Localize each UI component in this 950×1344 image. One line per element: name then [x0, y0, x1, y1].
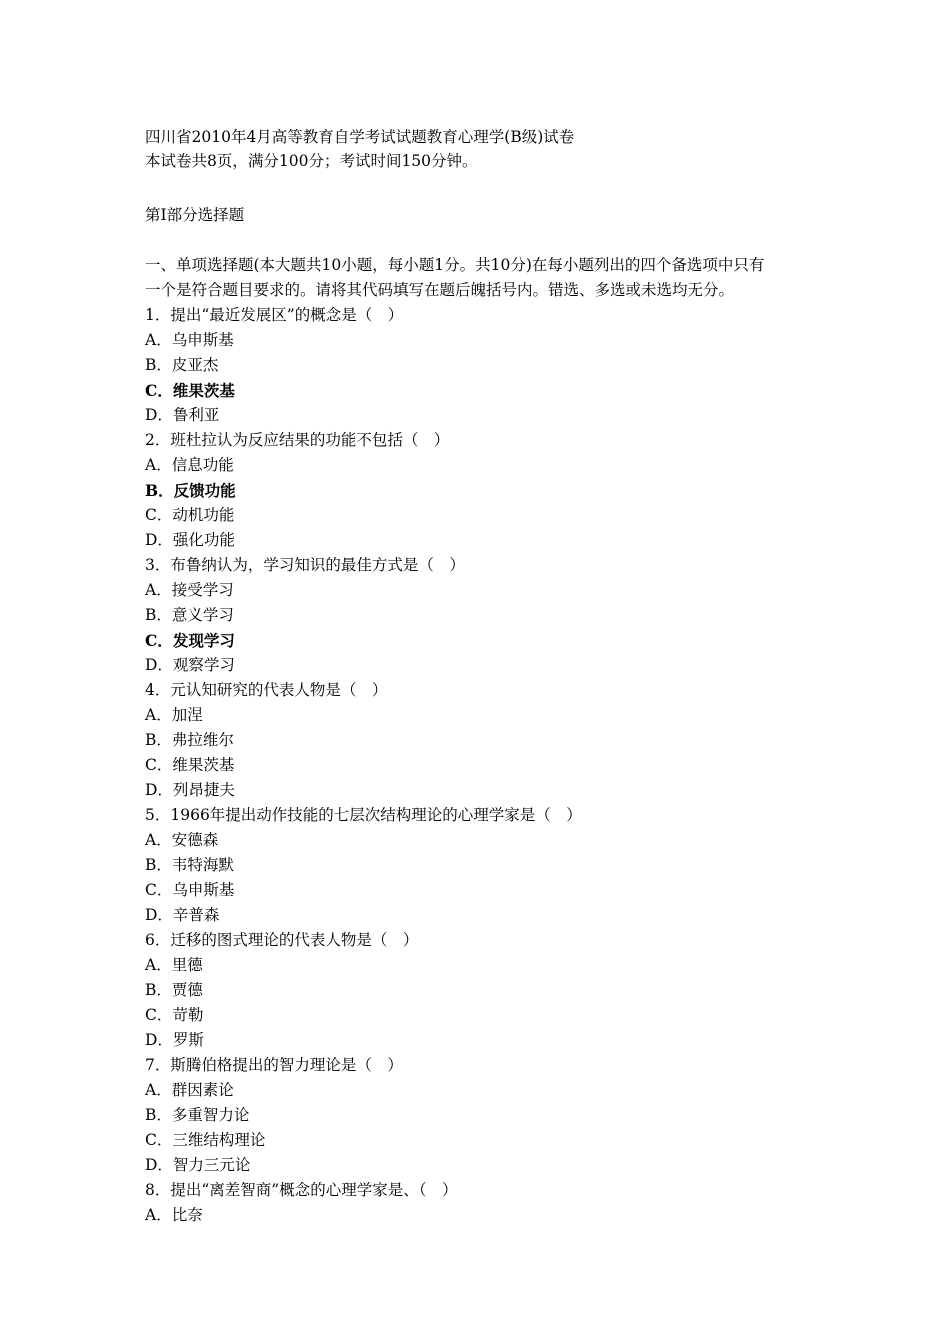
answer-option: C．苛勒 [145, 1006, 204, 1024]
part-heading: 第Ⅰ部分选择题 [145, 206, 245, 224]
section-instructions-line2: 一个是符合题目要求的。请将其代码填写在题后魄括号内。错选、多选或未选均无分。 [145, 281, 735, 299]
answer-option-correct: C．维果茨基 [145, 381, 235, 400]
answer-option: A．比奈 [145, 1206, 203, 1224]
answer-option: D．鲁利亚 [145, 406, 220, 424]
answer-option: D．罗斯 [145, 1031, 204, 1049]
question-stem: 1．提出“最近发展区”的概念是（ ） [145, 306, 404, 324]
question-stem: 3．布鲁纳认为，学习知识的最佳方式是（ ） [145, 556, 465, 574]
answer-option: D．辛普森 [145, 906, 220, 924]
question-stem: 8．提出“离差智商”概念的心理学家是、（ ） [145, 1181, 458, 1199]
answer-option: C．动机功能 [145, 506, 235, 524]
answer-option-correct: B．反馈功能 [145, 481, 236, 500]
answer-option: B．弗拉维尔 [145, 731, 234, 749]
exam-subtitle: 本试卷共8页，满分100分；考试时间150分钟。 [145, 152, 478, 170]
answer-option: B．意义学习 [145, 606, 234, 624]
answer-option-correct: C．发现学习 [145, 631, 235, 650]
answer-option: B．贾德 [145, 981, 203, 999]
answer-option: A．群因素论 [145, 1081, 234, 1099]
answer-option: D．列昂捷夫 [145, 781, 235, 799]
answer-option: C．三维结构理论 [145, 1131, 266, 1149]
question-stem: 2．班杜拉认为反应结果的功能不包括（ ） [145, 431, 450, 449]
answer-option: A．加涅 [145, 706, 203, 724]
answer-option: D．强化功能 [145, 531, 235, 549]
answer-option: A．乌申斯基 [145, 331, 234, 349]
answer-option: D．观察学习 [145, 656, 235, 674]
question-list [145, 303, 825, 1228]
answer-option: C．乌申斯基 [145, 881, 235, 899]
answer-option: D．智力三元论 [145, 1156, 251, 1174]
answer-option: C．维果茨基 [145, 756, 235, 774]
exam-title: 四川省2010年4月高等教育自学考试试题教育心理学(B级)试卷 [145, 128, 575, 146]
answer-option: A．信息功能 [145, 456, 234, 474]
question-stem: 6．迁移的图式理论的代表人物是（ ） [145, 931, 419, 949]
question-stem: 5．1966年提出动作技能的七层次结构理论的心理学家是（ ） [145, 806, 582, 824]
question-stem: 4．元认知研究的代表人物是（ ） [145, 681, 388, 699]
answer-option: A．里德 [145, 956, 203, 974]
answer-option: A．接受学习 [145, 581, 234, 599]
answer-option: B．皮亚杰 [145, 356, 219, 374]
section-instructions-line1: 一、单项选择题(本大题共10小题，每小题1分。共10分)在每小题列出的四个备选项中只有 [145, 256, 765, 274]
answer-option: A．安德森 [145, 831, 219, 849]
answer-option: B．多重智力论 [145, 1106, 250, 1124]
question-stem: 7．斯腾伯格提出的智力理论是（ ） [145, 1056, 403, 1074]
exam-document [145, 125, 825, 1228]
answer-option: B．韦特海默 [145, 856, 234, 874]
